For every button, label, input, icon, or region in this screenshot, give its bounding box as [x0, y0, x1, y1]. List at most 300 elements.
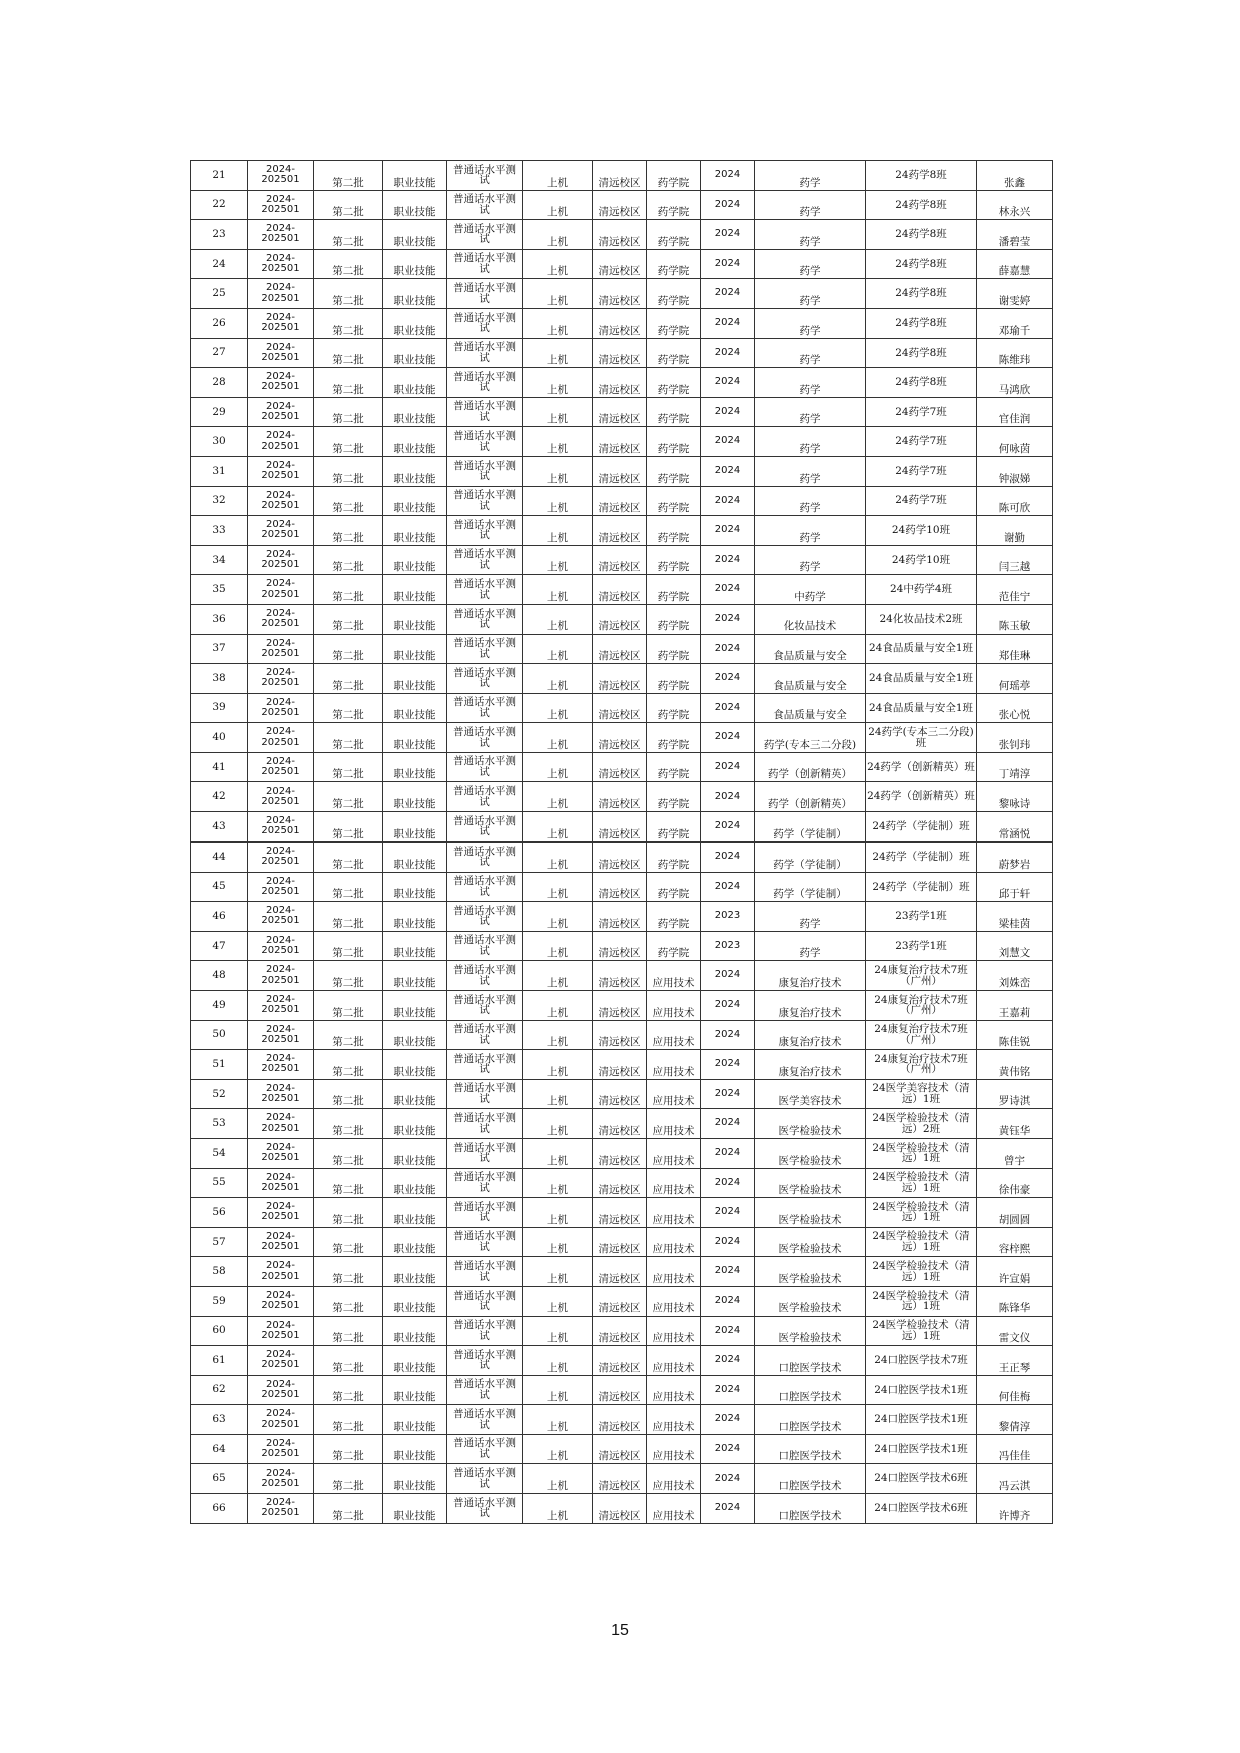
batch: 第二批	[314, 1198, 383, 1228]
college: 药学院	[647, 693, 701, 723]
grade-year: 2024	[701, 575, 755, 605]
batch: 第二批	[314, 990, 383, 1020]
category: 职业技能	[383, 368, 447, 398]
term	[248, 516, 314, 546]
class-name: 24药学10班	[866, 545, 977, 575]
class-name: 24药学10班	[866, 516, 977, 546]
term	[248, 693, 314, 723]
student-name: 张钊玮	[977, 723, 1053, 753]
major: 药学	[755, 427, 866, 457]
term	[248, 190, 314, 220]
major: 口腔医学技术	[755, 1375, 866, 1405]
term	[248, 1316, 314, 1346]
term	[248, 843, 314, 873]
category: 职业技能	[383, 634, 447, 664]
exam-mode: 上机	[523, 427, 593, 457]
row-number: 44	[191, 843, 248, 873]
row-number: 48	[191, 961, 248, 991]
term-line2: 202501	[261, 856, 300, 868]
table-row	[191, 397, 1053, 427]
exam-name	[447, 843, 523, 873]
college: 药学院	[647, 664, 701, 694]
student-name: 郑佳琳	[977, 634, 1053, 664]
exam-name	[447, 220, 523, 250]
exam-name-line2: 试	[479, 588, 490, 601]
student-name: 闫三越	[977, 545, 1053, 575]
table-row	[191, 1346, 1053, 1376]
campus: 清远校区	[593, 545, 647, 575]
class-name: 24药学7班	[866, 456, 977, 486]
term-line2: 202501	[261, 470, 300, 482]
exam-mode: 上机	[523, 456, 593, 486]
grade-year: 2024	[701, 961, 755, 991]
term-line2: 202501	[261, 825, 300, 837]
exam-mode: 上机	[523, 843, 593, 873]
class-name: 24医学检验技术（清远）1班	[866, 1138, 977, 1168]
exam-mode: 上机	[523, 575, 593, 605]
term	[248, 1405, 314, 1435]
exam-name-line1: 普通话水平测	[453, 252, 516, 265]
table-row	[191, 1375, 1053, 1405]
table-row	[191, 812, 1053, 842]
batch: 第二批	[314, 1138, 383, 1168]
exam-mode: 上机	[523, 220, 593, 250]
exam-name-line1: 普通话水平测	[453, 1467, 516, 1480]
batch: 第二批	[314, 872, 383, 902]
batch: 第二批	[314, 1050, 383, 1080]
exam-name-line1: 普通话水平测	[453, 637, 516, 650]
exam-mode: 上机	[523, 1434, 593, 1464]
student-name: 冯云淇	[977, 1464, 1053, 1494]
class-name: 24药学7班	[866, 486, 977, 516]
student-name: 林永兴	[977, 190, 1053, 220]
term-line1: 2024-	[265, 1230, 296, 1242]
row-number: 65	[191, 1464, 248, 1494]
category: 职业技能	[383, 190, 447, 220]
college: 药学院	[647, 456, 701, 486]
row-number: 33	[191, 516, 248, 546]
batch: 第二批	[314, 723, 383, 753]
class-name: 24药学(专本三二分段)班	[866, 723, 977, 753]
major: 医学检验技术	[755, 1286, 866, 1316]
exam-name-line1: 普通话水平测	[453, 489, 516, 502]
campus: 清远校区	[593, 1168, 647, 1198]
student-name: 容梓熙	[977, 1227, 1053, 1257]
term	[248, 1138, 314, 1168]
exam-name	[447, 279, 523, 309]
term-line2: 202501	[261, 1241, 300, 1253]
row-number: 58	[191, 1257, 248, 1287]
exam-name	[447, 990, 523, 1020]
exam-name-line1: 普通话水平测	[453, 577, 516, 590]
term-line1: 2024-	[265, 193, 296, 205]
exam-name	[447, 575, 523, 605]
exam-name-line1: 普通话水平测	[453, 459, 516, 472]
major: 医学检验技术	[755, 1227, 866, 1257]
exam-name-line2: 试	[479, 825, 490, 838]
exam-name-line1: 普通话水平测	[453, 1171, 516, 1184]
term	[248, 604, 314, 634]
exam-name	[447, 456, 523, 486]
college: 药学院	[647, 575, 701, 605]
batch: 第二批	[314, 1020, 383, 1050]
student-name: 徐伟豪	[977, 1168, 1053, 1198]
class-name: 24药学（学徒制）班	[866, 812, 977, 842]
class-name: 24药学8班	[866, 338, 977, 368]
campus: 清远校区	[593, 1346, 647, 1376]
student-name: 陈玉敏	[977, 604, 1053, 634]
term-line1: 2024-	[265, 1112, 296, 1124]
class-name: 24药学（创新精英）班	[866, 752, 977, 782]
term-line2: 202501	[261, 381, 300, 393]
batch: 第二批	[314, 1405, 383, 1435]
category: 职业技能	[383, 427, 447, 457]
class-name: 24药学（学徒制）班	[866, 843, 977, 873]
exam-mode: 上机	[523, 1168, 593, 1198]
term-line2: 202501	[261, 915, 300, 927]
term	[248, 368, 314, 398]
class-name: 24口腔医学技术7班	[866, 1346, 977, 1376]
campus: 清远校区	[593, 220, 647, 250]
row-number: 62	[191, 1375, 248, 1405]
table-row	[191, 1020, 1053, 1050]
campus: 清远校区	[593, 723, 647, 753]
term-line2: 202501	[261, 1152, 300, 1164]
student-name: 陈佳锐	[977, 1020, 1053, 1050]
grade-year: 2024	[701, 516, 755, 546]
term-line2: 202501	[261, 1300, 300, 1312]
class-name: 24医学检验技术（清远）1班	[866, 1227, 977, 1257]
batch: 第二批	[314, 1375, 383, 1405]
batch: 第二批	[314, 397, 383, 427]
exam-name	[447, 161, 523, 191]
campus: 清远校区	[593, 516, 647, 546]
major: 药学	[755, 486, 866, 516]
exam-name	[447, 664, 523, 694]
college: 应用技术	[647, 1227, 701, 1257]
campus: 清远校区	[593, 161, 647, 191]
term-line1: 2024-	[265, 519, 296, 531]
batch: 第二批	[314, 902, 383, 932]
term-line1: 2024-	[265, 1082, 296, 1094]
exam-name-line2: 试	[479, 1270, 490, 1283]
college: 应用技术	[647, 1494, 701, 1524]
term-line1: 2024-	[265, 430, 296, 442]
category: 职业技能	[383, 872, 447, 902]
college: 药学院	[647, 308, 701, 338]
college: 应用技术	[647, 1346, 701, 1376]
major: 医学检验技术	[755, 1109, 866, 1139]
campus: 清远校区	[593, 1138, 647, 1168]
student-name: 马鸿欣	[977, 368, 1053, 398]
exam-mode: 上机	[523, 1405, 593, 1435]
student-name: 张鑫	[977, 161, 1053, 191]
exam-name	[447, 634, 523, 664]
term	[248, 279, 314, 309]
term	[248, 397, 314, 427]
exam-mode: 上机	[523, 931, 593, 961]
college: 药学院	[647, 516, 701, 546]
table-row	[191, 1109, 1053, 1139]
major: 康复治疗技术	[755, 961, 866, 991]
exam-name	[447, 1464, 523, 1494]
campus: 清远校区	[593, 990, 647, 1020]
batch: 第二批	[314, 161, 383, 191]
row-number: 39	[191, 693, 248, 723]
exam-name	[447, 338, 523, 368]
college: 应用技术	[647, 961, 701, 991]
batch: 第二批	[314, 634, 383, 664]
campus: 清远校区	[593, 1286, 647, 1316]
batch: 第二批	[314, 1434, 383, 1464]
table-row	[191, 1079, 1053, 1109]
row-number: 49	[191, 990, 248, 1020]
row-number: 59	[191, 1286, 248, 1316]
major: 药学	[755, 279, 866, 309]
grade-year: 2024	[701, 486, 755, 516]
batch: 第二批	[314, 190, 383, 220]
exam-name	[447, 1079, 523, 1109]
category: 职业技能	[383, 397, 447, 427]
campus: 清远校区	[593, 1109, 647, 1139]
category: 职业技能	[383, 161, 447, 191]
campus: 清远校区	[593, 368, 647, 398]
student-name: 丁靖淳	[977, 752, 1053, 782]
college: 药学院	[647, 427, 701, 457]
term	[248, 1050, 314, 1080]
category: 职业技能	[383, 752, 447, 782]
table-row	[191, 249, 1053, 279]
term-line1: 2024-	[265, 726, 296, 738]
class-name: 24药学8班	[866, 220, 977, 250]
exam-name-line2: 试	[479, 529, 490, 542]
class-name: 24医学检验技术（清远）1班	[866, 1316, 977, 1346]
exam-name-line2: 试	[479, 470, 490, 483]
term-line2: 202501	[261, 1181, 300, 1193]
term	[248, 1375, 314, 1405]
campus: 清远校区	[593, 664, 647, 694]
exam-name	[447, 1434, 523, 1464]
term-line1: 2024-	[265, 1171, 296, 1183]
grade-year: 2024	[701, 634, 755, 664]
campus: 清远校区	[593, 338, 647, 368]
exam-mode: 上机	[523, 1109, 593, 1139]
table-row	[191, 1227, 1053, 1257]
student-name: 潘碧莹	[977, 220, 1053, 250]
student-name: 许宣娟	[977, 1257, 1053, 1287]
term	[248, 249, 314, 279]
term-line2: 202501	[261, 1388, 300, 1400]
exam-name	[447, 1405, 523, 1435]
exam-mode: 上机	[523, 990, 593, 1020]
table-row	[191, 279, 1053, 309]
table-row	[191, 723, 1053, 753]
table-row	[191, 902, 1053, 932]
college: 药学院	[647, 161, 701, 191]
exam-name-line2: 试	[479, 1418, 490, 1431]
exam-name-line2: 试	[479, 1004, 490, 1017]
category: 职业技能	[383, 338, 447, 368]
college: 应用技术	[647, 1109, 701, 1139]
exam-name-line2: 试	[479, 1507, 490, 1520]
row-number: 47	[191, 931, 248, 961]
grade-year: 2024	[701, 368, 755, 398]
term-line2: 202501	[261, 1122, 300, 1134]
exam-mode: 上机	[523, 1198, 593, 1228]
exam-name-line1: 普通话水平测	[453, 281, 516, 294]
grade-year: 2024	[701, 545, 755, 575]
term-line1: 2024-	[265, 1408, 296, 1420]
student-name: 梁桂茵	[977, 902, 1053, 932]
college: 药学院	[647, 486, 701, 516]
class-name: 23药学1班	[866, 931, 977, 961]
college: 应用技术	[647, 1020, 701, 1050]
college: 应用技术	[647, 1375, 701, 1405]
exam-name-line2: 试	[479, 618, 490, 631]
exam-name-line2: 试	[479, 322, 490, 335]
exam-name-line1: 普通话水平测	[453, 1200, 516, 1213]
exam-name	[447, 1138, 523, 1168]
table-row	[191, 1198, 1053, 1228]
grade-year: 2024	[701, 1198, 755, 1228]
term-line2: 202501	[261, 559, 300, 571]
exam-name	[447, 1109, 523, 1139]
grade-year: 2024	[701, 1375, 755, 1405]
grade-year: 2024	[701, 190, 755, 220]
exam-mode: 上机	[523, 308, 593, 338]
exam-name-line1: 普通话水平测	[453, 1230, 516, 1243]
term-line2: 202501	[261, 351, 300, 363]
exam-name-line2: 试	[479, 647, 490, 660]
term-line1: 2024-	[265, 312, 296, 324]
term-line1: 2024-	[265, 223, 296, 235]
category: 职业技能	[383, 1316, 447, 1346]
class-name: 24康复治疗技术7班（广州）	[866, 990, 977, 1020]
row-number: 64	[191, 1434, 248, 1464]
exam-name	[447, 1168, 523, 1198]
college: 药学院	[647, 812, 701, 842]
roster-table-bottom	[190, 842, 1053, 1524]
class-name: 24药学8班	[866, 161, 977, 191]
exam-name-line2: 试	[479, 1063, 490, 1076]
exam-name	[447, 427, 523, 457]
term	[248, 1434, 314, 1464]
exam-name-line1: 普通话水平测	[453, 1378, 516, 1391]
major: 药学	[755, 220, 866, 250]
batch: 第二批	[314, 604, 383, 634]
campus: 清远校区	[593, 961, 647, 991]
major: 药学(专本三二分段)	[755, 723, 866, 753]
term-line2: 202501	[261, 263, 300, 275]
term-line2: 202501	[261, 974, 300, 986]
term	[248, 961, 314, 991]
exam-name-line2: 试	[479, 795, 490, 808]
term	[248, 427, 314, 457]
college: 药学院	[647, 220, 701, 250]
term	[248, 1079, 314, 1109]
exam-name-line2: 试	[479, 351, 490, 364]
row-number: 63	[191, 1405, 248, 1435]
student-name: 邓瑜千	[977, 308, 1053, 338]
class-name: 24康复治疗技术7班（广州）	[866, 1050, 977, 1080]
college: 药学院	[647, 902, 701, 932]
exam-name	[447, 931, 523, 961]
batch: 第二批	[314, 368, 383, 398]
term-line2: 202501	[261, 1004, 300, 1016]
term	[248, 220, 314, 250]
term-line2: 202501	[261, 1418, 300, 1430]
grade-year: 2023	[701, 902, 755, 932]
batch: 第二批	[314, 486, 383, 516]
category: 职业技能	[383, 723, 447, 753]
exam-name-line2: 试	[479, 1181, 490, 1194]
exam-name-line1: 普通话水平测	[453, 1052, 516, 1065]
term	[248, 1198, 314, 1228]
table-row	[191, 1286, 1053, 1316]
major: 医学检验技术	[755, 1257, 866, 1287]
major: 医学检验技术	[755, 1168, 866, 1198]
student-name: 何佳梅	[977, 1375, 1053, 1405]
grade-year: 2024	[701, 782, 755, 812]
exam-name-line1: 普通话水平测	[453, 1111, 516, 1124]
exam-name-line2: 试	[479, 856, 490, 869]
category: 职业技能	[383, 1346, 447, 1376]
table-row	[191, 782, 1053, 812]
exam-mode: 上机	[523, 1286, 593, 1316]
batch: 第二批	[314, 338, 383, 368]
batch: 第二批	[314, 279, 383, 309]
row-number: 40	[191, 723, 248, 753]
major: 医学检验技术	[755, 1316, 866, 1346]
college: 药学院	[647, 872, 701, 902]
exam-name-line1: 普通话水平测	[453, 814, 516, 827]
category: 职业技能	[383, 249, 447, 279]
grade-year: 2024	[701, 308, 755, 338]
exam-name	[447, 812, 523, 842]
student-name: 陈维玮	[977, 338, 1053, 368]
campus: 清远校区	[593, 693, 647, 723]
exam-name-line1: 普通话水平测	[453, 370, 516, 383]
exam-name-line1: 普通话水平测	[453, 934, 516, 947]
row-number: 55	[191, 1168, 248, 1198]
exam-name-line1: 普通话水平测	[453, 725, 516, 738]
campus: 清远校区	[593, 249, 647, 279]
term-line1: 2024-	[265, 460, 296, 472]
exam-name	[447, 693, 523, 723]
exam-name-line1: 普通话水平测	[453, 518, 516, 531]
college: 药学院	[647, 723, 701, 753]
student-name: 许博齐	[977, 1494, 1053, 1524]
grade-year: 2024	[701, 664, 755, 694]
term-line1: 2024-	[265, 637, 296, 649]
row-number: 37	[191, 634, 248, 664]
batch: 第二批	[314, 812, 383, 842]
exam-name	[447, 368, 523, 398]
term	[248, 1346, 314, 1376]
campus: 清远校区	[593, 427, 647, 457]
student-name: 王嘉莉	[977, 990, 1053, 1020]
term-line2: 202501	[261, 795, 300, 807]
table-row	[191, 634, 1053, 664]
term-line2: 202501	[261, 588, 300, 600]
grade-year: 2024	[701, 1227, 755, 1257]
college: 药学院	[647, 368, 701, 398]
college: 应用技术	[647, 1050, 701, 1080]
term	[248, 161, 314, 191]
batch: 第二批	[314, 1168, 383, 1198]
major: 口腔医学技术	[755, 1346, 866, 1376]
batch: 第二批	[314, 752, 383, 782]
